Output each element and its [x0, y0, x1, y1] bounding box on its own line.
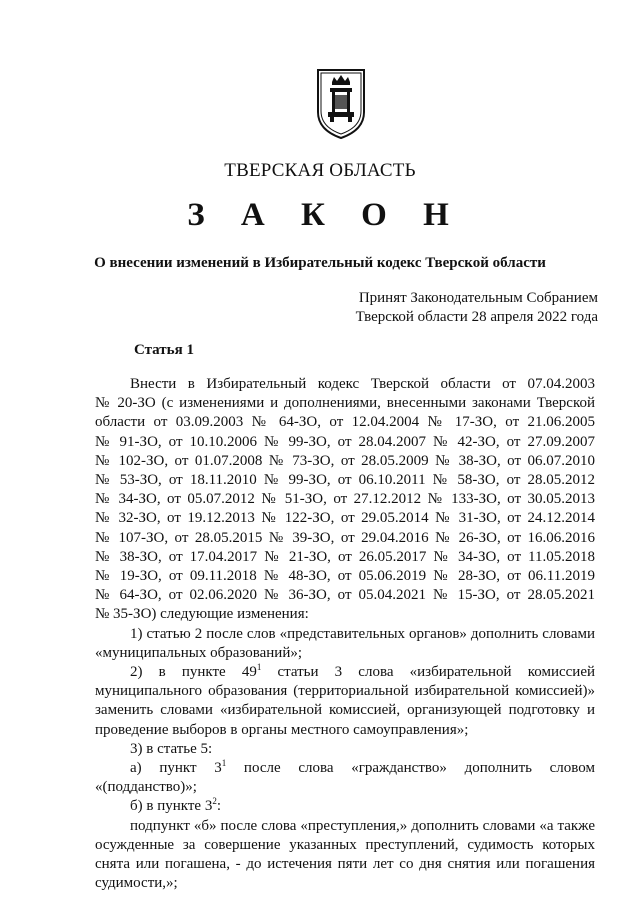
- subparagraph-b-line-1: подпункт «б» после слова «преступления,» дополнить словами «а также: [130, 817, 595, 834]
- subparagraph-b-line-2: осужденные за совершение указанных преступлений, судимость которых: [95, 836, 595, 853]
- intro-line-9: № 107-ЗО, от 28.05.2015 № 39-ЗО, от 29.04.2016 № 26-ЗО, от 16.06.2016: [95, 529, 595, 546]
- coat-of-arms-emblem: [316, 68, 366, 140]
- intro-line-12: № 64-ЗО, от 02.06.2020 № 36-ЗО, от 05.04.2021 № 15-ЗО, от 28.05.2021: [95, 587, 595, 604]
- item-3-line: 3) в статье 5:: [130, 740, 213, 757]
- item-3a-lead: а) пункт 3: [130, 760, 222, 777]
- item-2-line-4: проведение выборов в органы местного самоуправления»;: [95, 721, 469, 738]
- item-3b-paragraph: [95, 797, 595, 816]
- item-3-paragraph: [95, 740, 595, 759]
- intro-line-6: № 53-ЗО, от 18.11.2010 № 99-ЗО, от 06.10.2011 № 58-ЗО, от 28.05.2012: [95, 472, 595, 489]
- item-3a-lead-rest: после слова «гражданство» дополнить словом: [226, 760, 595, 777]
- region-title: ТВЕРСКАЯ ОБЛАСТЬ: [224, 160, 416, 181]
- intro-line-3: области от 03.09.2003 № 64-ЗО, от 12.04.2004 № 17-ЗО, от 21.06.2005: [95, 414, 595, 431]
- item-2-lead: 2) в пункте 49: [130, 664, 257, 681]
- intro-line-2: № 20-ЗО (с изменениями и дополнениями, внесенными законами Тверской: [95, 395, 595, 412]
- item-2-superscript: 1: [256, 662, 262, 673]
- item-1-line-1: 1) статью 2 после слов «представительных органов» дополнить словами: [130, 625, 595, 642]
- subparagraph-b: [95, 817, 595, 894]
- intro-line-11: № 19-ЗО, от 09.11.2018 № 48-ЗО, от 05.06.2019 № 28-ЗО, от 06.11.2019: [95, 568, 595, 585]
- item-3b-lead-rest: :: [216, 798, 221, 815]
- item-3a-line-1: [95, 759, 595, 778]
- intro-line-10: № 38-ЗО, от 17.04.2017 № 21-ЗО, от 26.05.2017 № 34-ЗО, от 11.05.2018: [95, 548, 595, 565]
- intro-line-4: № 91-ЗО, от 10.10.2006 № 99-ЗО, от 28.04.2007 № 42-ЗО, от 27.09.2007: [95, 433, 595, 450]
- adoption-note: [356, 289, 598, 327]
- article-title: Статья 1: [134, 342, 194, 358]
- item-2-line-2: муниципального образования (территориальной избирательной комиссией)»: [95, 683, 595, 700]
- subparagraph-b-line-4: судимости,»;: [95, 875, 178, 892]
- article-body: [95, 375, 595, 893]
- intro-line-5: № 102-ЗО, от 01.07.2008 № 73-ЗО, от 28.05.2009 № 38-ЗО, от 06.07.2010: [95, 452, 595, 469]
- item-3a-line-2: «(подданство)»;: [95, 779, 197, 796]
- item-1-line-2: «муниципальных образований»;: [95, 644, 303, 661]
- intro-line-13: № 35-ЗО) следующие изменения:: [95, 606, 309, 623]
- item-3a-paragraph: [95, 759, 595, 797]
- item-2-line-1: [95, 663, 595, 682]
- document-type-title: З А К О Н: [187, 197, 463, 233]
- subparagraph-b-line-3: снята или погашена, - до истечения пяти лет со дня снятия или погашения: [95, 856, 595, 873]
- item-3a-superscript: 1: [221, 758, 227, 769]
- intro-line-8: № 32-ЗО, от 19.12.2013 № 122-ЗО, от 29.05.2014 № 31-ЗО, от 24.12.2014: [95, 510, 595, 527]
- item-2-paragraph: [95, 663, 595, 740]
- adoption-note-line-2: Тверской области 28 апреля 2022 года: [355, 309, 598, 325]
- item-2-line-3: заменить словами «избирательной комиссией, организующей подготовку и: [95, 702, 595, 719]
- intro-line-7: № 34-ЗО, от 05.07.2012 № 51-ЗО, от 27.12.2012 № 133-ЗО, от 30.05.2013: [95, 491, 595, 508]
- item-3b-superscript: 2: [212, 796, 217, 807]
- item-2-lead-rest: статьи 3 слова «избирательной комиссией: [261, 664, 595, 681]
- item-3b-line: [95, 797, 595, 816]
- adoption-note-line-1: Принят Законодательным Собранием: [358, 290, 598, 306]
- intro-paragraph: [95, 375, 595, 625]
- intro-line-1: Внести в Избирательный кодекс Тверской области от 07.04.2003: [130, 376, 595, 392]
- law-subject: О внесении изменений в Избирательный кодекс Тверской области: [94, 255, 546, 271]
- item-1-paragraph: [95, 625, 595, 663]
- item-3b-lead: б) в пункте 3: [130, 798, 213, 815]
